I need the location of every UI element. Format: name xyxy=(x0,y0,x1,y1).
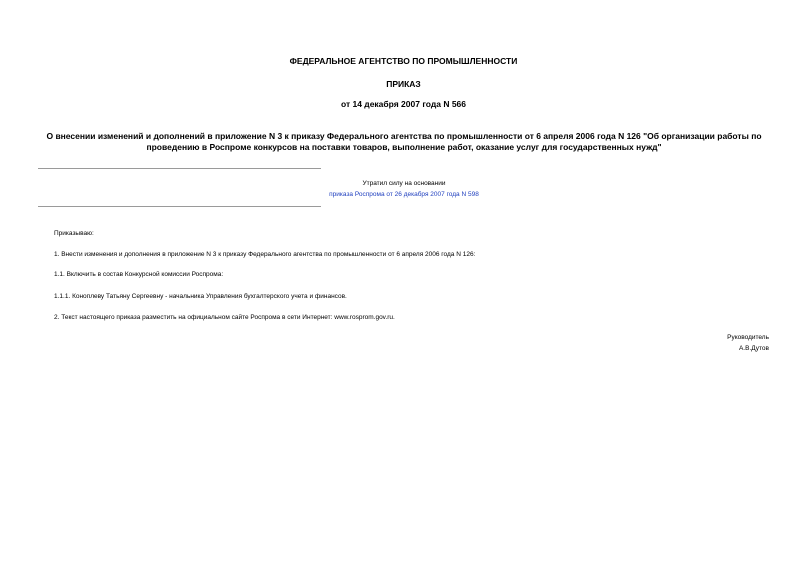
order-item-1-1-1: 1.1.1. Коноплеву Татьяну Сергеевну - начальника Управления бухгалтерского учета и финансов. xyxy=(54,293,347,300)
order-item-1: 1. Внести изменения и дополнения в приложение N 3 к приказу Федерального агентства по промышленности от 6 апреля 2006 года N 126: xyxy=(54,251,476,258)
agency-name: ФЕДЕРАЛЬНОЕ АГЕНТСТВО ПО ПРОМЫШЛЕННОСТИ xyxy=(289,56,518,66)
repeal-notice-link[interactable]: приказа Роспрома от 26 декабря 2007 года N 598 xyxy=(329,191,479,198)
signatory-name: А.В.Дутов xyxy=(738,345,769,352)
repeal-notice-text: Утратил силу на основании xyxy=(362,180,446,187)
document-title: О внесении изменений и дополнений в приложение N 3 к приказу Федерального агентства по промышленности от 6 апреля 2006 года N 126 "Об организации работы по проведению в Роспроме конкурсов на поставки товаров, выполнение работ, оказание услуг для государственных нужд" xyxy=(46,131,762,152)
order-intro: Приказываю: xyxy=(54,230,94,237)
divider-top xyxy=(38,168,321,169)
document-type: ПРИКАЗ xyxy=(386,79,421,89)
order-item-2: 2. Текст настоящего приказа разместить на официальном сайте Роспрома в сети Интернет: www.rosprom.gov.ru. xyxy=(54,314,395,321)
order-item-1-1: 1.1. Включить в состав Конкурсной комиссии Роспрома: xyxy=(54,271,224,278)
divider-bottom xyxy=(38,206,321,207)
document-date-number: от 14 декабря 2007 года N 566 xyxy=(340,99,467,109)
signatory-position: Руководитель xyxy=(727,334,769,341)
